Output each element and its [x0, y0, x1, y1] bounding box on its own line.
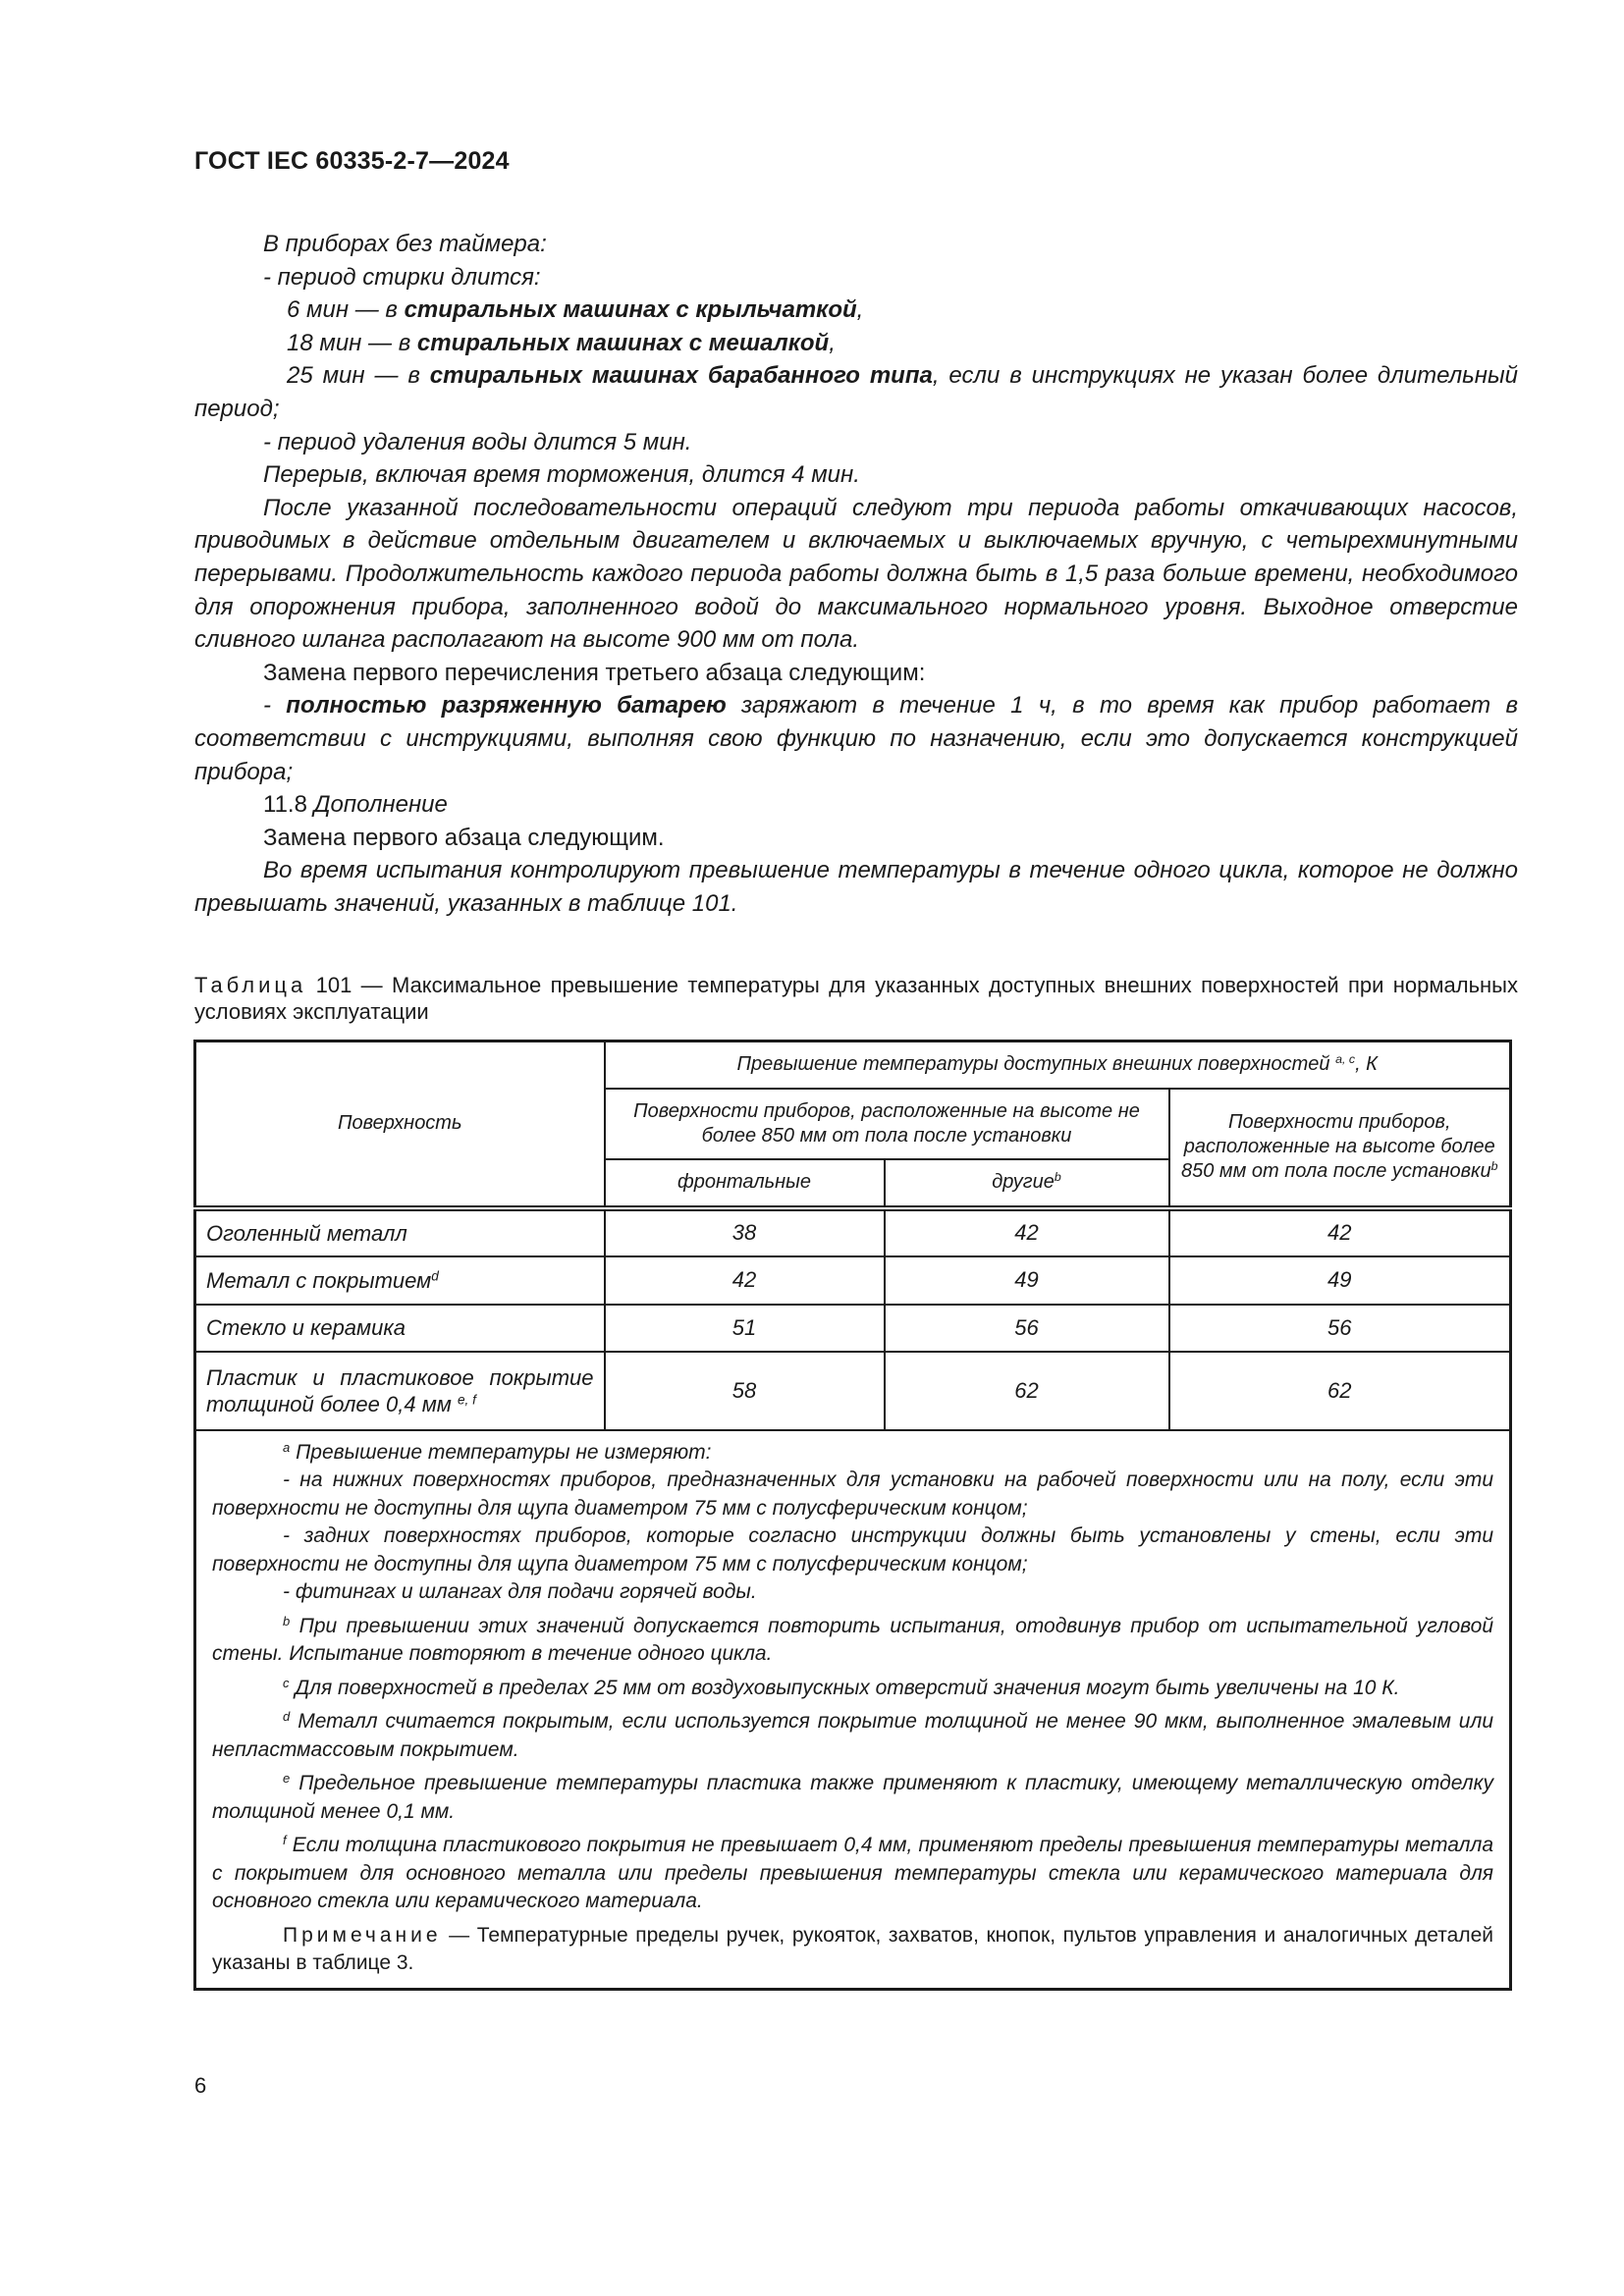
section-number: 11.8	[263, 791, 314, 819]
body-text	[194, 228, 1518, 920]
table-row	[195, 1352, 1511, 1430]
footnotes-row	[195, 1430, 1511, 1990]
bold-term: полностью разряженную батарею	[286, 692, 727, 720]
temperature-rise-table	[193, 1040, 1512, 1991]
footnote-a-item: - фитингах и шлангах для подачи горячей воды.	[283, 1580, 757, 1603]
section-heading	[194, 788, 1518, 822]
paragraph: Во время испытания контролируют превышение температуры в течение одного цикла, которое не должно превышать значений, указанных в таблице 101.	[194, 857, 1518, 917]
paragraph: Перерыв, включая время торможения, длится 4 мин.	[263, 461, 860, 489]
paragraph: После указанной последовательности операций следуют три периода работы откачивающих насосов, приводимых в действие отдельным двигателем и включаемых и выключаемых вручную, с четырехминутными перерывами. Продолжительность каждого периода работы должна быть в 1,5 раза больше времени, необходимого для опорожнения прибора, заполненного водой до максимального нормального уровня. Выходное отверстие сливного шланга располагают на высоте 900 мм от пола.	[194, 494, 1518, 654]
bold-term: стиральных машинах с крыльчаткой	[404, 296, 857, 324]
cell-front: 58	[605, 1352, 885, 1430]
footnote-d: $^d$ Металл считается покрытым, если используется покрытие толщиной не менее 90 мкм, выполненное эмалевым или непластмассовым покрытием.	[212, 1708, 1494, 1761]
note-label: Примечание	[283, 1923, 442, 1947]
header-high-group: Поверхности приборов, расположенные на высоте более 850 мм от пола после установки$^b$	[1169, 1089, 1511, 1208]
cell-high: 56	[1169, 1305, 1511, 1352]
footnotes	[195, 1430, 1511, 1990]
cell-other: 49	[885, 1256, 1169, 1305]
cell-other: 56	[885, 1305, 1169, 1352]
paragraph: Замена первого абзаца следующим.	[263, 824, 665, 851]
section-label: Дополнение	[313, 791, 448, 819]
list-item: - период удаления воды длится 5 мин.	[263, 428, 692, 455]
header-row	[195, 1041, 1511, 1089]
cell-other: 42	[885, 1208, 1169, 1256]
footnote-a-item: - на нижних поверхностях приборов, предназначенных для установки на рабочей поверхности или на полу, если эти поверхности не доступны для щупа диаметром 75 мм с полусферическим концом;	[212, 1468, 1494, 1520]
list-item: - период стирки длится:	[263, 263, 541, 291]
row-surface: Стекло и керамика	[195, 1305, 605, 1352]
footnote-a-item: - задних поверхностях приборов, которые согласно инструкции должны быть установлены у стены, если эти поверхности не доступны для щупа диаметром 75 мм с полусферическим концом;	[212, 1524, 1494, 1575]
header-surface: Поверхность	[195, 1041, 605, 1208]
list-item: 6 мин — в стиральных машинах с крыльчаткой,	[287, 296, 864, 324]
document-header: ГОСТ IEC 60335-2-7—2024	[194, 147, 510, 175]
row-surface: Пластик и пластиковое покрытие толщиной более 0,4 мм $^{e, f}$	[195, 1352, 605, 1430]
row-surface: Оголенный металл	[195, 1208, 605, 1256]
bold-term: стиральных машинах барабанного типа	[429, 362, 933, 390]
footnote-e: $^e$ Предельное превышение температуры пластика также применяют к пластику, имеющему металлическую отделку толщиной менее 0,1 мм.	[212, 1770, 1494, 1823]
caption-text: Максимальное превышение температуры для указанных доступных внешних поверхностей при нормальных условиях эксплуатации	[194, 973, 1518, 1024]
list-item: - полностью разряженную батарею заряжают в течение 1 ч, в то время как прибор работает в соответствии с инструкциями, выполняя свою функцию по назначению, если это допускается конструкцией прибора;	[194, 692, 1518, 785]
header-front: фронтальные	[605, 1159, 885, 1208]
header-other: другие$^b$	[885, 1159, 1169, 1208]
page-number: 6	[194, 2073, 207, 2098]
cell-front: 42	[605, 1256, 885, 1305]
cell-front: 38	[605, 1208, 885, 1256]
footnote-f: $^f$ Если толщина пластикового покрытия не превышает 0,4 мм, применяют пределы превышения температуры металла с покрытием для основного металла или пределы превышения температуры стекла или керамического материала для основного стекла или керамического материала.	[212, 1832, 1494, 1912]
table-row	[195, 1305, 1511, 1352]
note-text: — Температурные пределы ручек, рукояток, захватов, кнопок, пультов управления и аналогичных деталей указаны в таблице 3.	[212, 1923, 1494, 1974]
cell-high: 62	[1169, 1352, 1511, 1430]
cell-front: 51	[605, 1305, 885, 1352]
cell-high: 42	[1169, 1208, 1511, 1256]
paragraph: В приборах без таймера:	[263, 231, 547, 257]
caption-number: 101 —	[306, 973, 392, 997]
list-item: 18 мин — в стиральных машинах с мешалкой,	[287, 329, 836, 356]
caption-label: Таблица	[194, 973, 307, 997]
footnote-a: $^a$ Превышение температуры не измеряют:	[283, 1439, 712, 1464]
list-item: 25 мин — в стиральных машинах барабанного типа, если в инструкциях не указан более длительный период;	[194, 362, 1518, 422]
paragraph: Замена первого перечисления третьего абзаца следующим:	[263, 659, 926, 686]
footnote-b: $^b$ При превышении этих значений допускается повторить испытания, отодвинув прибор от испытательной угловой стены. Испытание повторяют в течение одного цикла.	[212, 1613, 1494, 1665]
table-row	[195, 1256, 1511, 1305]
cell-high: 49	[1169, 1256, 1511, 1305]
row-surface: Металл с покрытием$^d$	[195, 1256, 605, 1305]
bold-term: стиральных машинах с мешалкой	[416, 329, 830, 356]
table-row	[195, 1208, 1511, 1256]
table-caption	[194, 972, 1518, 1025]
table-note	[212, 1922, 1493, 1978]
header-group-title: Превышение температуры доступных внешних поверхностей $^{a, c}$, К	[605, 1041, 1511, 1089]
header-low-group: Поверхности приборов, расположенные на высоте не более 850 мм от пола после установки	[605, 1089, 1169, 1159]
cell-other: 62	[885, 1352, 1169, 1430]
footnote-c: $^c$ Для поверхностей в пределах 25 мм от воздуховыпускных отверстий значения могут быть увеличены на 10 К.	[283, 1675, 1400, 1699]
